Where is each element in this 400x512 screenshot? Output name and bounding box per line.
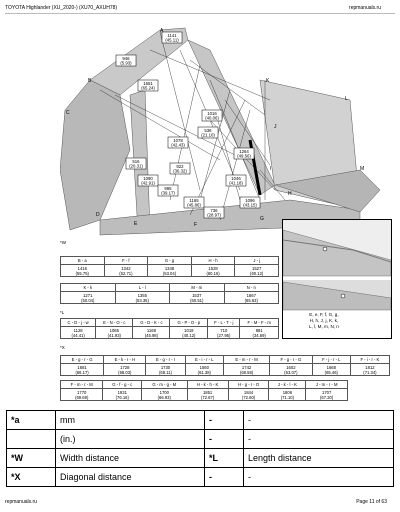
header-cell: H - g - r - O	[228, 381, 269, 389]
dimension-label-text: 736	[210, 208, 218, 213]
legend-desc2: -	[244, 468, 394, 487]
dimension-label	[158, 185, 178, 196]
header-cell: H - k - h - K	[187, 381, 228, 389]
value-cell: 1806 (71.10)	[269, 389, 306, 401]
value-cell: 1528 (60.16)	[191, 265, 235, 277]
dimension-label-text: 536	[204, 128, 212, 133]
dimension-label-text: (5.93)	[120, 60, 132, 66]
dimension-label-text: 1165	[189, 198, 199, 203]
value-cell: 1128 (44.41)	[61, 327, 96, 339]
dimension-label-text: 1016	[207, 111, 217, 116]
width-table-2	[60, 283, 279, 304]
legend-desc2: -	[244, 430, 394, 449]
value-cell: 1527 (60.12)	[235, 265, 279, 277]
footer-site[interactable]: repmanuals.ru	[5, 499, 37, 505]
dimension-label	[170, 163, 190, 174]
legend-desc: (in.)	[56, 430, 205, 449]
header-cell: H - h	[191, 257, 235, 265]
value-cell: 1342 (52.71)	[104, 265, 148, 277]
dimension-label-text: 1078	[173, 138, 183, 143]
value-cell: 1667 (65.63)	[224, 292, 279, 304]
value-cell: 1355 (53.35)	[115, 292, 170, 304]
diagonal-table-1	[60, 355, 390, 376]
dimension-label	[226, 175, 246, 186]
dimension-label-text: (42.91)	[141, 180, 155, 186]
legend-sym2: -	[205, 468, 244, 487]
value-cell: 1271 (50.04)	[61, 292, 116, 304]
value-cell: 1700 (66.93)	[142, 389, 187, 401]
value-cell: 1851 (72.87)	[187, 389, 228, 401]
legend-sym2: -	[205, 411, 244, 430]
point-letter: B	[88, 78, 92, 84]
point-letter: A	[160, 28, 164, 34]
header-cell: F - j - r - L	[312, 356, 350, 364]
dimension-label	[204, 207, 224, 218]
dimension-label-text: 946	[122, 56, 130, 61]
header-cell: G - m - g - M	[142, 381, 187, 389]
header-divider	[5, 13, 395, 14]
dimension-label-text: 1096	[245, 198, 255, 203]
header-cell: C - D - j - w	[61, 319, 96, 327]
legend-row	[7, 449, 394, 468]
value-cell: 1065 (41.93)	[96, 327, 133, 339]
legend-sym: *a	[7, 411, 56, 430]
point-letter: E	[134, 221, 138, 227]
legend-sym: *W	[7, 449, 56, 468]
value-cell: 1602 (63.07)	[270, 364, 313, 376]
legend-row	[7, 430, 394, 449]
legend-row	[7, 411, 394, 430]
dimension-label	[198, 127, 218, 138]
legend-desc2: -	[244, 411, 394, 430]
diagonal-table-2	[60, 380, 348, 401]
header-cell: E - g - r - I	[146, 356, 185, 364]
point-letter: M	[360, 166, 365, 172]
point-letter: H	[288, 191, 292, 197]
header-cell: F - g - r - G	[270, 356, 313, 364]
header-cell: B - a	[61, 257, 105, 265]
value-cell: 1348 (53.04)	[148, 265, 192, 277]
value-cell: 1931 (76.16)	[103, 389, 142, 401]
body-frame-diagram	[60, 20, 390, 238]
dimension-label	[138, 80, 158, 91]
dimension-label-text: 1141	[167, 33, 177, 38]
inset-detail	[282, 219, 392, 339]
header-cell: G - g	[148, 257, 192, 265]
value-cell: 1730 (68.11)	[146, 364, 185, 376]
inset-caption: E, e, F, f, G, g, H, h, J, j, K, k, L, l, M, m, N, n	[309, 312, 339, 329]
header-cell: F - f	[104, 257, 148, 265]
dimension-label	[202, 110, 222, 121]
legend-row	[7, 468, 394, 487]
point-letter: K	[266, 78, 270, 84]
header-cell: F - L - T - j	[208, 319, 240, 327]
dimension-label-text: (42.43)	[171, 142, 185, 148]
value-cell: 1537 (60.51)	[170, 292, 225, 304]
header-title: TOYOTA Highlander (XU_2020-) (XU70_AXUH78)	[5, 5, 118, 11]
point-letter: C	[66, 110, 70, 116]
dimension-label-text: (36.32)	[173, 168, 187, 174]
dimension-label-text: 1651	[143, 81, 153, 86]
point-letter: F	[194, 222, 198, 228]
dimension-label-text: (41.18)	[229, 180, 243, 186]
dimension-label-text: 1090	[143, 176, 153, 181]
header-cell: G - P - O - p	[170, 319, 208, 327]
value-cell: 1168 (45.98)	[133, 327, 170, 339]
length-table	[60, 318, 279, 339]
header-cell: J - k - l - K	[269, 381, 306, 389]
point-letter: D	[96, 212, 100, 218]
header-cell: J - m - r - M	[306, 381, 348, 389]
point-letter: I	[270, 166, 272, 172]
header-cell: F - M - F - m	[240, 319, 279, 327]
dimension-label-text: 995	[164, 186, 172, 191]
dimension-label-text: (21.10)	[201, 132, 215, 138]
dimension-label-text: 516	[132, 159, 140, 164]
width-table-1	[60, 256, 279, 277]
header-cell: E - g - r - G	[61, 356, 104, 364]
dimension-label-text: (45.86)	[187, 202, 201, 208]
dimension-label-text: 1046	[231, 176, 241, 181]
dimension-label	[240, 197, 260, 208]
header-cell: G - D - K - c	[133, 319, 170, 327]
legend-desc: Width distance	[56, 449, 205, 468]
legend-sym2: *L	[205, 449, 244, 468]
header-cell: F - m - r - M	[61, 381, 103, 389]
dimension-label	[162, 32, 182, 43]
value-cell: 1019 (40.12)	[170, 327, 208, 339]
header-cell: L - l	[115, 284, 170, 292]
dimension-label-text: (65.24)	[141, 85, 155, 91]
legend-sym: *X	[7, 468, 56, 487]
value-cell: 710 (27.95)	[208, 327, 240, 339]
value-cell: 1707 (67.20)	[306, 389, 348, 401]
dimension-label-text: (40.06)	[205, 115, 219, 121]
header-cell: E - i - r - L	[185, 356, 224, 364]
dimension-label	[126, 158, 146, 169]
dimension-label-text: (43.15)	[243, 202, 257, 208]
value-cell: 1770 (69.69)	[61, 389, 103, 401]
point-letter: L	[345, 96, 348, 102]
header-cell: K - k	[61, 284, 116, 292]
legend-desc: Diagonal distance	[56, 468, 205, 487]
value-cell: 1728 (68.03)	[104, 364, 146, 376]
legend-table	[6, 410, 394, 487]
header-cell: E - m - r - M	[224, 356, 270, 364]
dimension-label	[234, 148, 254, 159]
header-cell: G - f - g - c	[103, 381, 142, 389]
dimension-label	[138, 175, 158, 186]
header-cell: M - m	[170, 284, 225, 292]
footer-page: Page 11 of 63	[356, 499, 387, 505]
value-cell: 1844 (72.60)	[228, 389, 269, 401]
legend-sym2: -	[205, 430, 244, 449]
legend-desc: mm	[56, 411, 205, 430]
value-cell: 1681 (66.17)	[61, 364, 104, 376]
dimension-label	[184, 197, 204, 208]
dimension-label-text: 922	[176, 164, 184, 169]
value-cell: 1742 (68.58)	[224, 364, 270, 376]
note-length: *L	[60, 310, 65, 315]
header-cell: F - i - r - K	[350, 356, 389, 364]
legend-desc2: Length distance	[244, 449, 394, 468]
header-cell: E - k - r - H	[104, 356, 146, 364]
dimension-label-text: (20.31)	[129, 163, 143, 169]
dimension-label	[168, 137, 188, 148]
value-cell: 1416 (55.75)	[61, 265, 105, 277]
dimension-label-text: 1264	[239, 149, 249, 154]
header-site[interactable]: repmanuals.ru	[349, 5, 381, 11]
header-cell: E - N - O - c	[96, 319, 133, 327]
dimension-label	[116, 55, 136, 66]
header-cell: J - j	[235, 257, 279, 265]
value-cell: 1560 (61.38)	[185, 364, 224, 376]
header-cell: N - n	[224, 284, 279, 292]
point-letter: J	[274, 124, 277, 130]
value-cell: 881 (34.69)	[240, 327, 279, 339]
value-cell: 1668 (65.46)	[312, 364, 350, 376]
dimension-label-text: (49.56)	[237, 153, 251, 159]
legend-sym	[7, 430, 56, 449]
note-width: *W	[60, 240, 66, 245]
dimension-label-text: (45.11)	[165, 37, 179, 43]
note-diagonal: *X	[60, 345, 65, 350]
value-cell: 1812 (71.34)	[350, 364, 389, 376]
dimension-label-text: (39.17)	[161, 190, 175, 196]
point-letter: G	[260, 216, 264, 222]
dimension-label-text: (28.97)	[207, 212, 221, 218]
